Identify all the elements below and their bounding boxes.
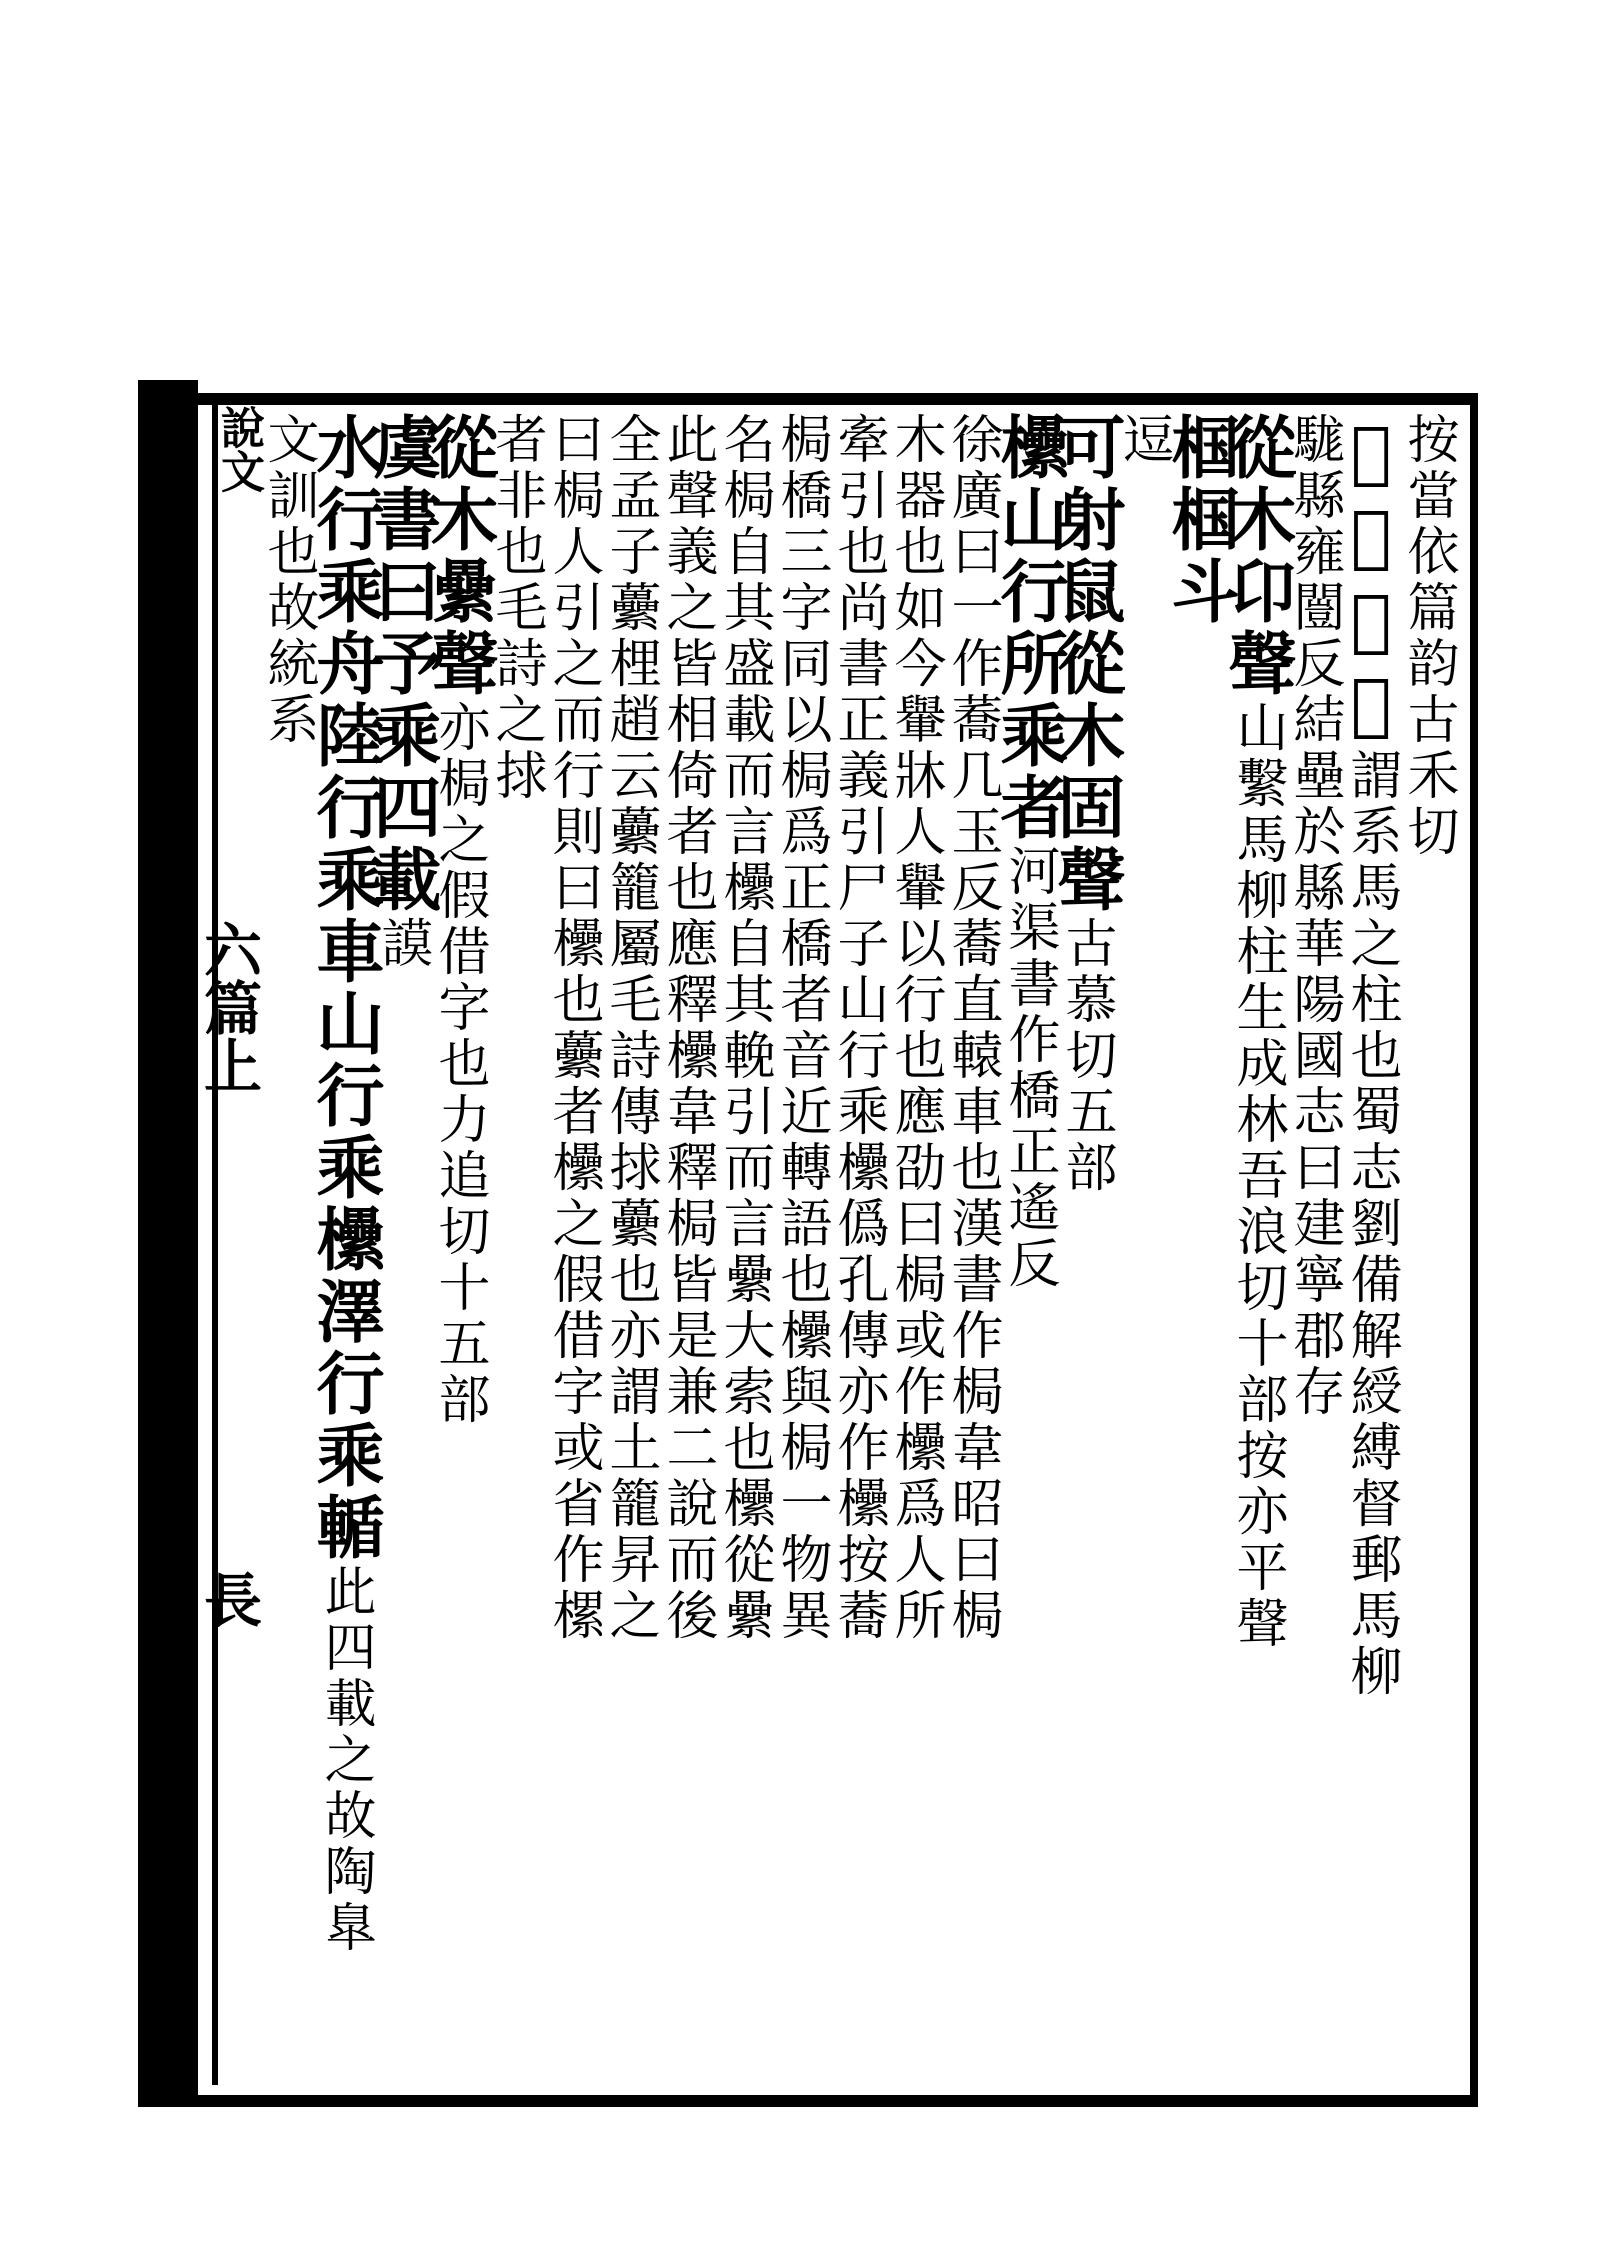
text-column bbox=[939, 412, 1005, 2062]
main-text: 椢椢斗 bbox=[1160, 412, 1240, 628]
commentary-text: 徐廣曰一作蕎几玉反蕎直轅車也漢書作梮韋昭曰梮 bbox=[942, 412, 1002, 1644]
commentary-text: 逗 bbox=[1113, 412, 1173, 468]
text-column bbox=[711, 412, 777, 2062]
main-text: 水行乘舟陸行乘車山行乘欙澤行乘輴 bbox=[305, 412, 385, 1564]
margin-title: 說文 bbox=[213, 405, 264, 493]
text-column bbox=[654, 412, 720, 2062]
text-column bbox=[825, 412, 891, 2062]
text-column bbox=[1217, 412, 1297, 2062]
spine-rule bbox=[212, 395, 218, 2085]
commentary-text: 亦梮之假借字也力追切十五部 bbox=[429, 700, 489, 1428]
commentary-text: 按當依篇韵古禾切 bbox=[1398, 412, 1458, 860]
binding-spine bbox=[138, 380, 198, 2100]
commentary-text: 謂系馬之柱也蜀志劉備解綬縛督郵馬柳 bbox=[1341, 748, 1401, 1700]
frame-right-rule bbox=[1470, 393, 1478, 2095]
margin-page-mark: 長 bbox=[194, 1570, 262, 1628]
commentary-text: 梮橋三字同以梮爲正橋者音近轉語也欙與梮一物異 bbox=[771, 412, 831, 1644]
commentary-text: 全孟子虆梩趙云虆籠屬毛詩傳捄虆也亦謂土籠昇之 bbox=[600, 412, 660, 1644]
commentary-text: 謨 bbox=[372, 916, 432, 972]
main-text: 可射鼠從木固聲 bbox=[1046, 412, 1126, 916]
commentary-text: 者非也毛詩之捄 bbox=[486, 412, 546, 804]
commentary-text: 古慕切五部 bbox=[1056, 916, 1116, 1196]
text-column bbox=[882, 412, 948, 2062]
main-text: 虞書曰予乘四載 bbox=[362, 412, 442, 916]
text-column bbox=[305, 412, 385, 2062]
commentary-text: 駹縣雍闓反結壘於縣華陽國志曰建寧郡存 bbox=[1284, 412, 1344, 1420]
main-text: 從木卬聲 bbox=[1217, 412, 1297, 700]
commentary-text: 河渠書作橋正遙反 bbox=[999, 844, 1059, 1292]
commentary-text: 牽引也尚書正義引尸子山行乘欙僞孔傳亦作欙按蕎 bbox=[828, 412, 888, 1644]
text-column bbox=[255, 412, 321, 2062]
commentary-text: 此四載之故陶臯 bbox=[315, 1564, 375, 1956]
text-column bbox=[989, 412, 1069, 2062]
commentary-text: 木器也如今轝牀人轝以行也應劭曰梮或作欙爲人所 bbox=[885, 412, 945, 1644]
main-text: 欙山行所乘者 bbox=[989, 412, 1069, 844]
commentary-text: 山繫馬柳柱生成林吾浪切十部按亦平聲 bbox=[1227, 700, 1287, 1652]
main-text: 從木纍聲 bbox=[419, 412, 499, 700]
margin-chapter: 六篇上 bbox=[194, 920, 262, 1094]
main-text: 𣏮馬柱也 bbox=[1331, 412, 1411, 748]
commentary-text: 文訓也故統系 bbox=[258, 412, 318, 748]
text-column bbox=[1160, 412, 1240, 2062]
commentary-text: 名梮自其盛載而言欙自其輓引而言纍大索也欙從纍 bbox=[714, 412, 774, 1644]
commentary-text: 此聲義之皆相倚者也應釋欙韋釋梮皆是兼二說而後 bbox=[657, 412, 717, 1644]
text-column bbox=[597, 412, 663, 2062]
commentary-text: 曰梮人引之而行則曰欙也虆者欙之假借字或省作樏 bbox=[543, 412, 603, 1644]
text-column bbox=[1331, 412, 1411, 2062]
text-column bbox=[768, 412, 834, 2062]
text-column bbox=[540, 412, 606, 2062]
